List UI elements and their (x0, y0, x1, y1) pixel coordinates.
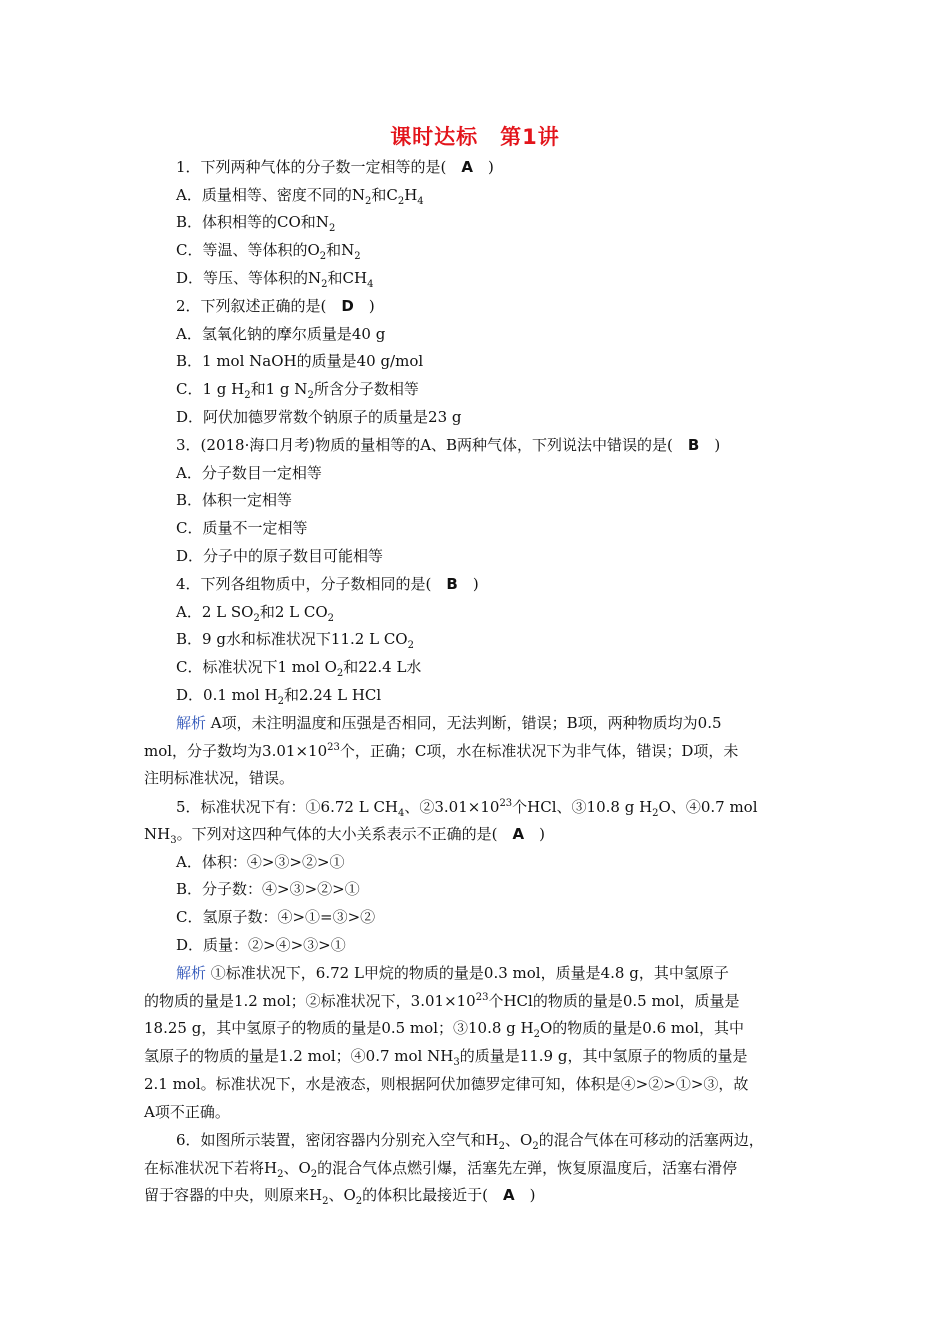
question-5-option-b: B．分子数：④>③>②>① (176, 880, 360, 898)
question-3-option-c: C．质量不一定相等 (176, 519, 308, 537)
question-6-stem-line-1: 6．如图所示装置，密闭容器内分别充入空气和$H_2$、$O_2$的混合气体在可移动的活塞两边， (176, 1131, 764, 1152)
question-1-stem: 1．下列两种气体的分子数一定相等的是( A ) (176, 158, 494, 176)
question-4-option-c: C．标准状况下1 mol $O_2$和22.4 L水 (176, 658, 422, 679)
question-2-option-c: C．1 g $H_2$和1 g $N_2$所含分子数相等 (176, 380, 419, 401)
explanation-5-line-5: 2.1 mol。标准状况下，水是液态，则根据阿伏加德罗定律可知，体积是④>②>①>③，故 (144, 1075, 749, 1093)
answer-6: A (503, 1186, 515, 1204)
question-2-option-a: A．氢氧化钠的摩尔质量是40 g (176, 325, 386, 343)
page-title: 课时达标 第1讲 (390, 125, 560, 149)
explanation-label: 解析 (176, 714, 207, 732)
question-2-option-d: D．阿伏加德罗常数个钠原子的质量是23 g (176, 408, 462, 426)
question-5-option-d: D．质量：②>④>③>① (176, 936, 346, 954)
explanation-5-line-2: 的物质的量是1.2 mol；②标准状况下，$3.01\times 10^{23}$个HCl的物质的量是0.5 mol，质量是 (144, 992, 740, 1010)
explanation-5-line-6: A项不正确。 (144, 1103, 230, 1121)
answer-4: B (446, 575, 458, 593)
question-5-option-c: C．氢原子数：④>①=③>② (176, 908, 376, 926)
explanation-5-line-1: 解析 ①标准状况下，6.72 L甲烷的物质的量是0.3 mol，质量是4.8 g，其中氢原子 (176, 964, 729, 982)
question-4-option-b: B．9 g水和标准状况下11.2 L $CO_2$ (176, 630, 414, 651)
question-3-option-b: B．体积一定相等 (176, 491, 293, 509)
question-6-stem-line-2: 在标准状况下若将$H_2$、$O_2$的混合气体点燃引爆，活塞先左弹，恢复原温度后，活塞右滑停 (144, 1159, 738, 1180)
question-1-option-a: A．质量相等、密度不同的$N_2$和$C_2H_4$ (176, 186, 424, 207)
question-4-option-a: A．2 L $SO_2$和2 L $CO_2$ (176, 603, 335, 624)
explanation-5-line-4: 氢原子的物质的量是1.2 mol；④0.7 mol $NH_3$的质量是11.9 g，其中氢原子的物质的量是 (144, 1047, 748, 1068)
answer-1: A (461, 158, 474, 176)
question-5-stem-line-1: 5．标准状况下有：①6.72 L $CH_4$、$②3.01\times 10^{23}$个HCl、③10.8 g $H_2O$、④0.7 mol (176, 798, 758, 819)
question-1-option-b: B．体积相等的CO和$N_2$ (176, 213, 336, 234)
explanation-4-line-2: mol，分子数均为$3.01\times 10^{23}$个，正确；C项，水在标准状况下为非气体，错误；D项，未 (144, 742, 739, 760)
answer-2: D (341, 297, 354, 315)
question-1-option-d: D．等压、等体积的$N_2$和$CH_4$ (176, 269, 374, 290)
question-2-option-b: B．1 mol NaOH的质量是40 g/mol (176, 352, 424, 370)
question-4-option-d: D．0.1 mol $H_2$和2.24 L HCl (176, 686, 382, 707)
question-5-option-a: A．体积：④>③>②>① (176, 853, 345, 871)
question-1-option-c: C．等温、等体积的$O_2$和$N_2$ (176, 241, 361, 262)
question-2-stem: 2．下列叙述正确的是( D ) (176, 297, 375, 315)
question-3-option-a: A．分子数目一定相等 (176, 464, 322, 482)
explanation-label: 解析 (176, 964, 207, 982)
question-6-stem-line-3: 留于容器的中央，则原来$H_2$、$O_2$的体积比最接近于( A ) (144, 1186, 536, 1207)
question-3-option-d: D．分子中的原子数目可能相等 (176, 547, 384, 565)
question-4-stem: 4．下列各组物质中，分子数相同的是( B ) (176, 575, 479, 593)
answer-3: B (687, 436, 700, 454)
question-3-stem: 3．(2018·海口月考)物质的量相等的A、B两种气体，下列说法中错误的是( B ) (176, 436, 721, 454)
answer-5: A (512, 825, 525, 843)
question-5-stem-line-2: $NH_3$。下列对这四种气体的大小关系表示不正确的是( A ) (144, 825, 545, 846)
explanation-5-line-3: 18.25 g，其中氢原子的物质的量是0.5 mol；③10.8 g $H_2O$的物质的量是0.6 mol，其中 (144, 1019, 744, 1040)
explanation-4-line-1: 解析 A项，未注明温度和压强是否相同，无法判断，错误；B项，两种物质均为0.5 (176, 714, 722, 732)
explanation-4-line-3: 注明标准状况，错误。 (144, 769, 295, 787)
